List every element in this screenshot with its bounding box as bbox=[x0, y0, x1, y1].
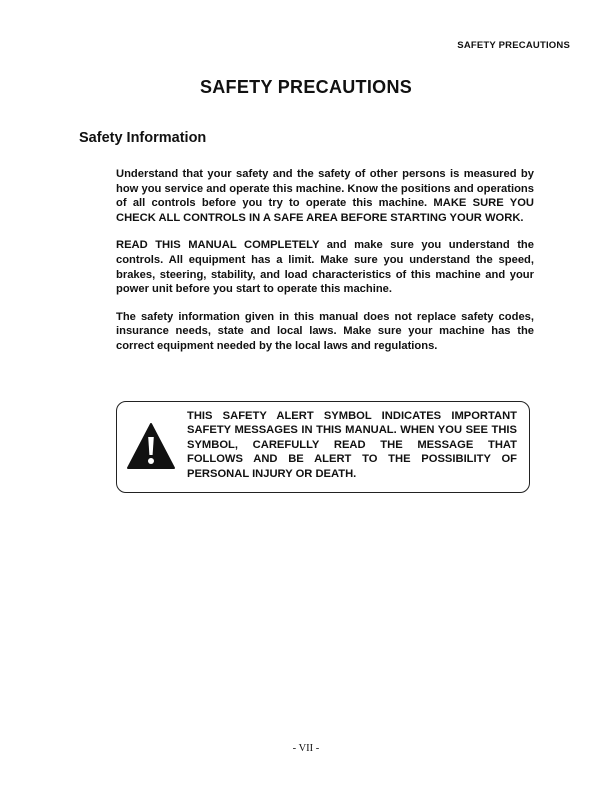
page-number: - VII - bbox=[292, 743, 320, 754]
alert-text: THIS SAFETY ALERT SYMBOL INDICATES IMPORTANT SAFETY MESSAGES IN THIS MANUAL. WHEN YOU SEE THIS SYMBOL, CAREFULLY READ THE MESSAGE THAT FOLLOWS AND BE ALERT TO THE POSSIBILITY OF PERSONAL INJURY OR DEATH. bbox=[187, 410, 517, 480]
paragraph-3: The safety information given in this manual does not replace safety codes, insurance needs, state and local laws. Make sure your machine has the correct equipment needed by the local laws and regulations. bbox=[116, 310, 534, 352]
section-heading: Safety Information bbox=[79, 130, 207, 146]
safety-alert-box bbox=[116, 401, 530, 493]
body-paragraphs bbox=[116, 167, 534, 367]
paragraph-2: READ THIS MANUAL COMPLETELY and make sure you understand the controls. All equipment has a limit. Make sure you understand the speed, brakes, steering, stability, and load characteristics of this machine and your power unit before you start to operate this machine. bbox=[116, 239, 534, 296]
running-header: SAFETY PRECAUTIONS bbox=[457, 40, 570, 51]
paragraph-1: Understand that your safety and the safety of other persons is measured by how you service and operate this machine. Know the positions and operations of all controls before you try to operate this machine. MAKE SURE YOU CHECK ALL CONTROLS IN A SAFE AREA BEFORE STARTING YOUR WORK. bbox=[116, 168, 534, 224]
page-title: SAFETY PRECAUTIONS bbox=[199, 77, 413, 97]
warning-triangle-icon bbox=[126, 422, 176, 470]
